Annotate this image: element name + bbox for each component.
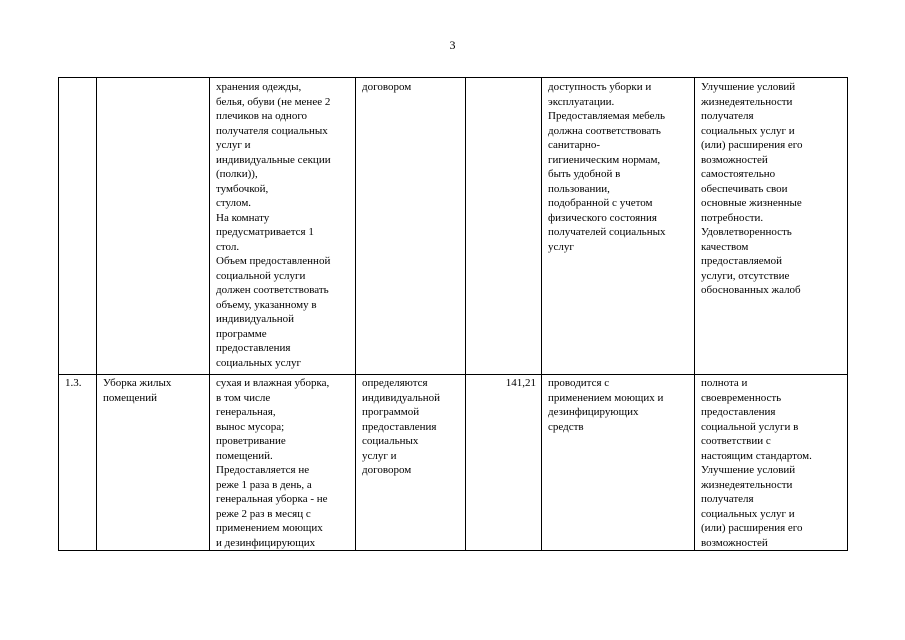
- text-line: помещений: [103, 391, 158, 404]
- cell-period: [356, 375, 466, 551]
- text-line: стол.: [216, 240, 240, 253]
- text-line: возможностей: [701, 536, 768, 549]
- text-line: своевременность: [701, 391, 782, 404]
- text-line: должна соответствовать: [548, 124, 661, 137]
- cell-number: 1.3.: [59, 375, 97, 551]
- text-line: социальных услуг и: [701, 124, 795, 137]
- text-line: пользовании,: [548, 182, 610, 195]
- text-line: социальной услуги в: [701, 420, 799, 433]
- text-line: Предоставляемая мебель: [548, 110, 665, 122]
- cell-tariff: 141,21: [466, 375, 542, 551]
- cell-number: [59, 78, 97, 375]
- text-line: социальных: [362, 435, 419, 447]
- text-line: договором: [362, 81, 412, 93]
- text-line: белья, обуви (не менее 2: [216, 95, 331, 108]
- text-line: услуг и: [216, 139, 251, 151]
- text-line: эксплуатации.: [548, 95, 615, 108]
- text-line: самостоятельно: [701, 168, 776, 180]
- table-row: [59, 78, 848, 375]
- text-line: обеспечивать свои: [701, 182, 788, 195]
- text-line: реже 1 раза в день, а: [216, 478, 312, 491]
- text-line: хранения одежды,: [216, 81, 302, 93]
- cell-quality-indicators: [695, 78, 848, 375]
- text-line: средств: [548, 420, 584, 433]
- text-line: возможностей: [701, 153, 768, 166]
- text-line: обоснованных жалоб: [701, 284, 801, 296]
- text-line: в том числе: [216, 391, 271, 404]
- text-line: потребности.: [701, 211, 764, 224]
- text-line: генеральная,: [216, 406, 276, 418]
- text-line: предоставляемой: [701, 255, 783, 267]
- text-line: жизнедеятельности: [701, 95, 793, 108]
- cell-service-content: [210, 375, 356, 551]
- text-line: услуги, отсутствие: [701, 269, 790, 282]
- text-line: применением моющих и: [548, 391, 664, 404]
- text-line: проветривание: [216, 435, 286, 447]
- text-line: должен соответствовать: [216, 284, 329, 296]
- text-line: плечиков на одного: [216, 110, 308, 122]
- text-line: программой: [362, 406, 420, 418]
- cell-service-name: [97, 78, 210, 375]
- text-line: договором: [362, 464, 412, 476]
- text-line: настоящим стандартом.: [701, 449, 812, 462]
- text-line: определяются: [362, 377, 428, 389]
- cell-service-content: [210, 78, 356, 375]
- page-number: 3: [449, 38, 456, 52]
- text-line: тумбочкой,: [216, 182, 269, 195]
- text-line: программе: [216, 327, 267, 340]
- text-line: соответствии с: [701, 435, 771, 447]
- text-line: Удовлетворенность: [701, 226, 792, 238]
- text-line: социальных услуг и: [701, 507, 795, 520]
- services-table: [58, 77, 848, 551]
- text-line: предоставления: [701, 406, 776, 418]
- text-line: дезинфицирующих: [548, 406, 639, 418]
- cell-quality-indicators: [695, 375, 848, 551]
- text-line: гигиеническим нормам,: [548, 153, 661, 166]
- text-line: объему, указанному в: [216, 298, 317, 311]
- text-line: генеральная уборка - не: [216, 493, 328, 505]
- text-line: (или) расширения его: [701, 522, 803, 534]
- text-line: применением моющих: [216, 522, 323, 534]
- text-line: основные жизненные: [701, 197, 802, 209]
- text-line: индивидуальной: [216, 313, 295, 325]
- text-line: Предоставляется не: [216, 464, 310, 476]
- table-row: [59, 375, 848, 551]
- text-line: помещений.: [216, 449, 273, 462]
- text-line: индивидуальные секции: [216, 153, 331, 166]
- text-line: предусматривается 1: [216, 226, 314, 238]
- text-line: Объем предоставленной: [216, 255, 331, 267]
- text-line: социальных услуг: [216, 356, 302, 369]
- text-line: физического состояния: [548, 211, 657, 224]
- text-line: качеством: [701, 240, 749, 253]
- text-line: (или) расширения его: [701, 139, 803, 151]
- cell-tariff: [466, 78, 542, 375]
- text-line: Улучшение условий: [701, 81, 796, 93]
- text-line: предоставления: [216, 342, 291, 354]
- text-line: полнота и: [701, 377, 748, 389]
- text-line: вынос мусора;: [216, 420, 285, 433]
- text-line: получателей социальных: [548, 226, 666, 238]
- cell-conditions: [542, 78, 695, 375]
- text-line: получателя: [701, 110, 754, 122]
- text-line: доступность уборки и: [548, 81, 652, 93]
- text-line: индивидуальной: [362, 391, 441, 404]
- cell-service-name: [97, 375, 210, 551]
- text-line: услуг: [548, 240, 574, 253]
- text-line: услуг и: [362, 449, 397, 462]
- text-line: получателя социальных: [216, 124, 328, 137]
- text-line: Уборка жилых: [103, 377, 172, 389]
- text-line: жизнедеятельности: [701, 478, 793, 491]
- text-line: (полки)),: [216, 168, 258, 180]
- text-line: проводится с: [548, 377, 610, 389]
- text-line: стулом.: [216, 197, 252, 209]
- cell-period: [356, 78, 466, 375]
- text-line: подобранной с учетом: [548, 197, 653, 209]
- text-line: реже 2 раз в месяц с: [216, 507, 311, 520]
- cell-conditions: [542, 375, 695, 551]
- text-line: предоставления: [362, 420, 437, 433]
- text-line: социальной услуги: [216, 269, 306, 282]
- text-line: быть удобной в: [548, 168, 621, 180]
- text-line: сухая и влажная уборка,: [216, 377, 330, 389]
- text-line: Улучшение условий: [701, 464, 796, 476]
- text-line: На комнату: [216, 211, 270, 224]
- text-line: санитарно-: [548, 139, 601, 151]
- text-line: и дезинфицирующих: [216, 536, 316, 549]
- text-line: получателя: [701, 493, 754, 505]
